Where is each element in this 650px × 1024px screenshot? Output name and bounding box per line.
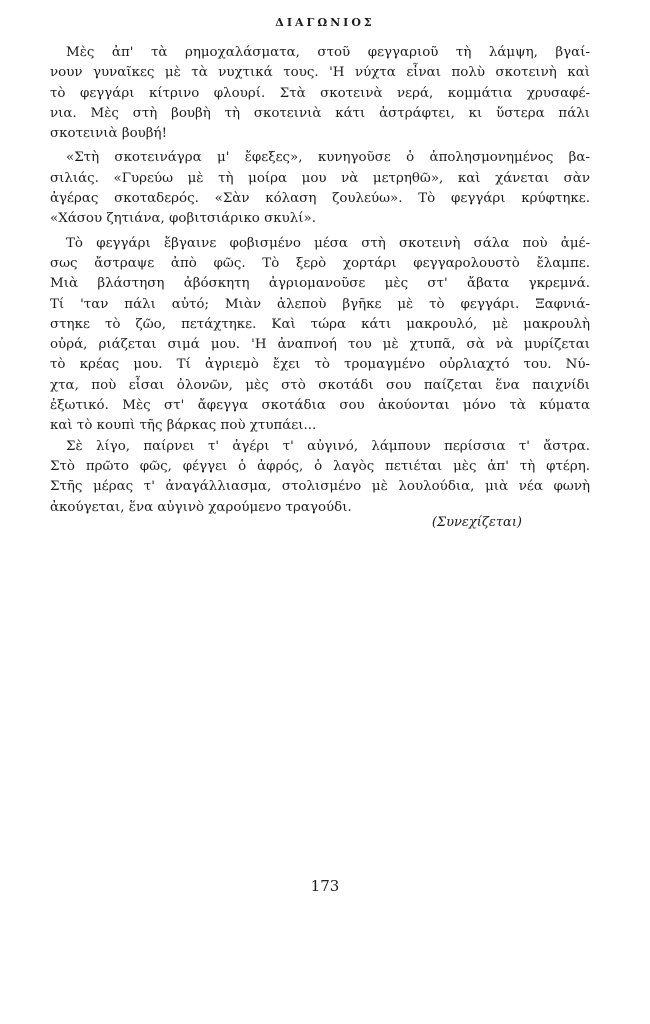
text-line: σως ἄστραψε ἀπὸ φῶς. Τὸ ξερὸ χορτάρι φεγγαρολουστὸ ἔλαμπε. — [50, 255, 590, 271]
text-line: καὶ τὸ κουπὶ τῆς βάρκας ποὺ χτυπάει... — [50, 418, 317, 434]
page-number: 173 — [310, 877, 340, 895]
text-line: οὐρά, ριάζεται σιμά μου. 'Η ἀναπνοή του μὲ χτυπᾶ, σὰ νὰ μυρίζεται — [50, 337, 590, 353]
continued-note: (Συνεχίζεται) — [431, 515, 522, 530]
text-line: τὸ φεγγάρι κίτρινο φλουρί. Στὰ σκοτεινὰ νερά, κομμάτια χρυσαφέ- — [50, 85, 590, 101]
text-line: χτα, ποὺ εἶσαι ὀλονῶν, μὲς στὸ σκοτάδι σου παίζεται ἕνα παιχνίδι — [50, 377, 590, 393]
text-line: τὸ κρέας μου. Τί ἀγριεμὸ ἔχει τὸ τρομαγμένο οὐρλιαχτό του. Νύ- — [50, 357, 590, 373]
body-text — [50, 43, 590, 518]
text-line: Στῆς μέρας τ' ἀναγάλλιασμα, στολισμένο μὲ λουλούδια, μιὰ νέα φωνὴ — [50, 479, 590, 495]
text-line: Στὸ πρῶτο φῶς, φέγγει ὁ ἀφρός, ὁ λαγὸς πετιέται μὲς ἀπ' τὴ φτέρη. — [50, 458, 590, 474]
text-line: «Χάσου ζητιάνα, φοβιτσιάρικο σκυλί». — [50, 211, 316, 227]
text-line: Σὲ λίγο, παίρνει τ' ἀγέρι τ' αὐγινό, λάμπουν περίσσια τ' ἄστρα. — [66, 438, 590, 454]
text-line: νια. Μὲς στὴ βουβὴ τὴ σκοτεινιὰ κάτι ἀστράφτει, κι ὕστερα πάλι — [50, 105, 590, 121]
text-line: Μὲς ἀπ' τὰ ρημοχαλάσματα, στοῦ φεγγαριοῦ τὴ λάμψη, βγαί- — [66, 45, 590, 60]
text-line: ἐξωτικό. Μὲς στ' ἄφεγγα σκοτάδια σου ἀκούονται μόνο τὰ κύματα — [50, 398, 590, 414]
text-line: ἀκούγεται, ἕνα αὐγινὸ χαρούμενο τραγούδι. — [50, 499, 352, 515]
text-line: στηκε τὸ ζῶο, πετάχτηκε. Καὶ τώρα κάτι μακρουλό, μὲ μακρουλὴ — [50, 316, 590, 332]
text-line: «Στὴ σκοτεινάγρα μ' ἔφεξες», κυνηγοῦσε ὁ ἀπολησμονημένος βα- — [66, 150, 590, 166]
text-line: Μιὰ βλάστηση ἀβόσκητη ἀγριομανοῦσε μὲς στ' ἄβατα γκρεμνά. — [50, 276, 590, 292]
running-title: ΔΙΑΓΩΝΙΟΣ — [275, 16, 375, 29]
text-line: Τὸ φεγγάρι ἔβγαινε φοβισμένο μέσα στὴ σκοτεινὴ σάλα ποὺ ἀμέ- — [66, 235, 590, 251]
text-line: σιλιάς. «Γυρεύω μὲ τὴ μοίρα μου νὰ μετρηθῶ», καὶ χάνεται σὰν — [50, 170, 590, 186]
text-line: σκοτεινιὰ βουβή! — [50, 126, 167, 142]
text-line: νουν γυναῖκες μὲ τὰ νυχτικά τους. 'Η νύχτα εἶναι πολὺ σκοτεινὴ καὶ — [50, 65, 590, 81]
text-line: ἀγέρας σκοταδερός. «Σὰν κόλαση ζουλεύω». Τὸ φεγγάρι κρύφτηκε. — [50, 191, 590, 207]
text-line: Τί 'ταν πάλι αὐτό; Μιὰν ἀλεποὺ βγῆκε μὲ τὸ φεγγάρι. Ξαφνιά- — [50, 296, 590, 312]
